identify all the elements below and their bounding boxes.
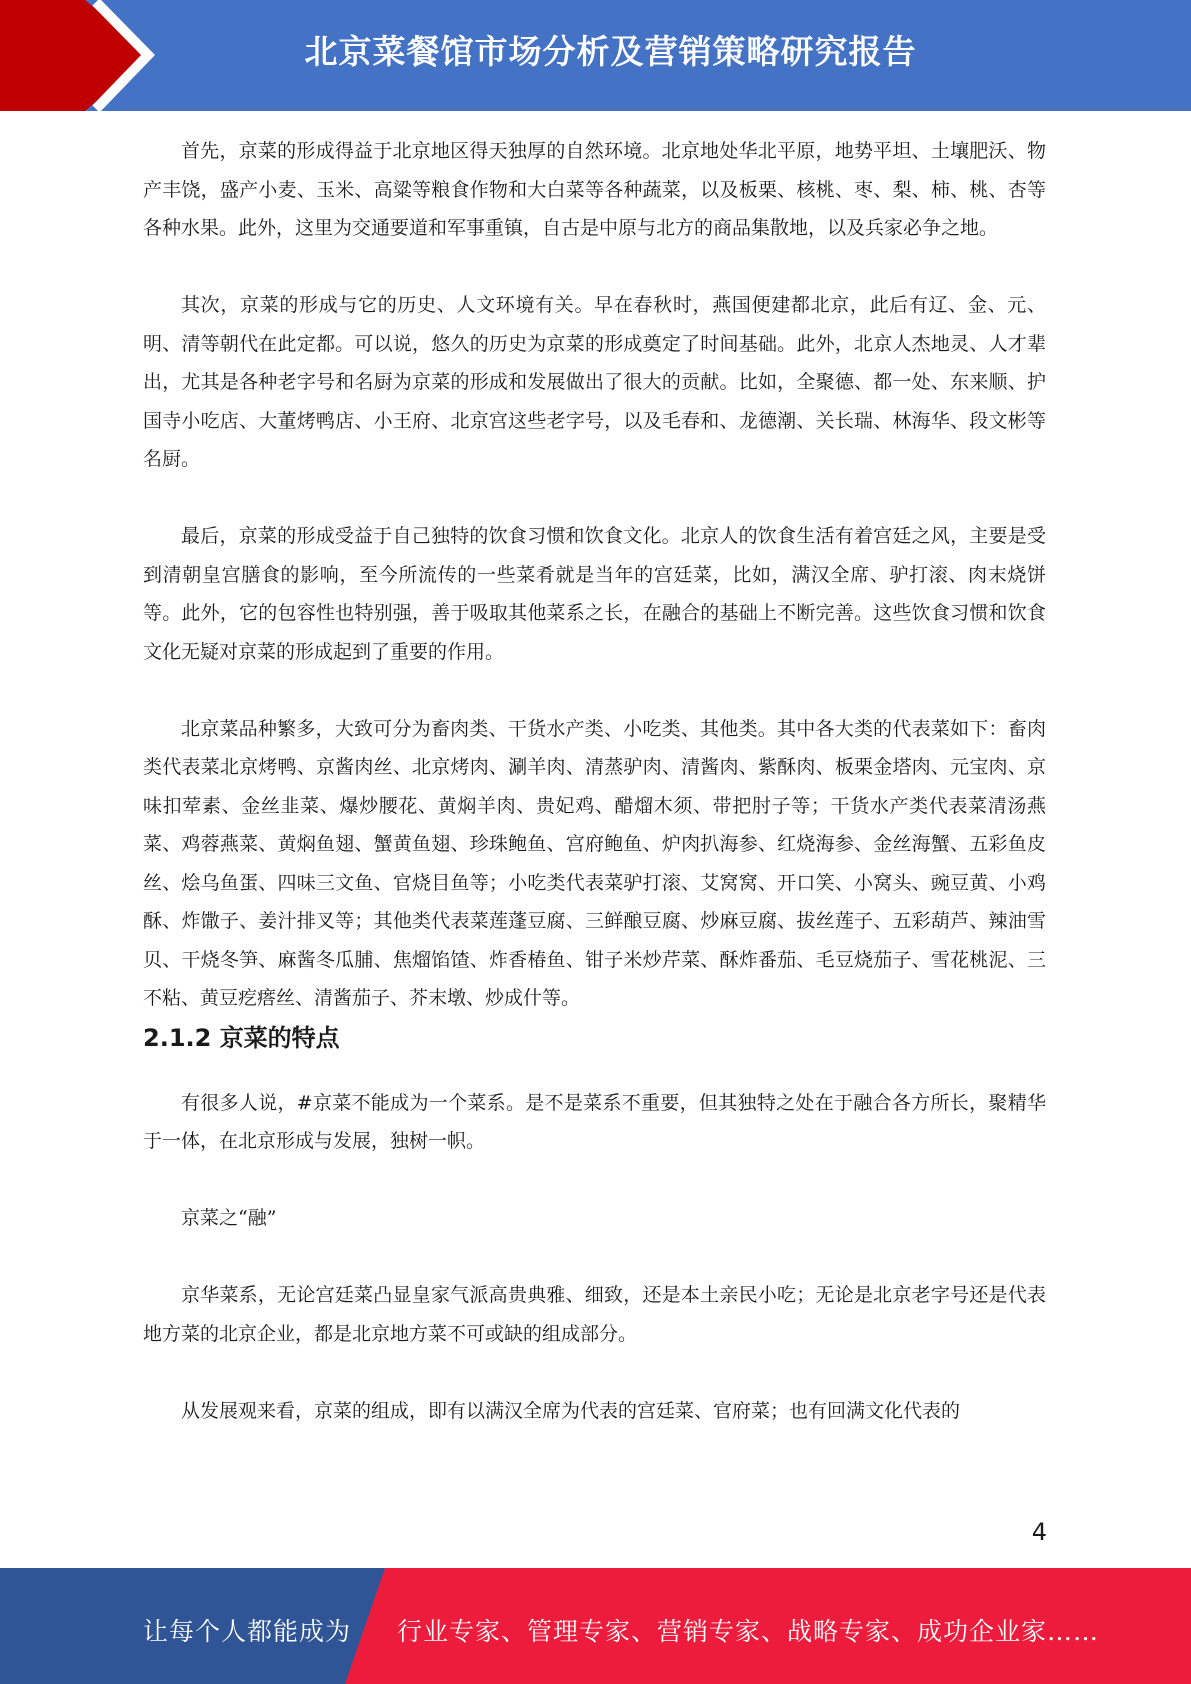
footer-slogan-right: 行业专家、管理专家、营销专家、战略专家、成功企业家……	[397, 1617, 1100, 1646]
page-number: 4	[1031, 1518, 1047, 1546]
paragraph-environment: 首先，京菜的形成得益于北京地区得天独厚的自然环境。北京地处华北平原，地势平坦、土壤肥沃、物产丰饶，盛产小麦、玉米、高粱等粮食作物和大白菜等各种蔬菜，以及板栗、核桃、枣、梨、柿、桃、杏等各种水果。此外，这里为交通要道和军事重镇，自古是中原与北方的商品集散地，以及兵家必争之地。	[143, 140, 1046, 239]
paragraph-dishes: 北京菜品种繁多，大致可分为畜肉类、干货水产类、小吃类、其他类。其中各大类的代表菜如下：畜肉类代表菜北京烤鸭、京酱肉丝、北京烤肉、涮羊肉、清蒸驴肉、清酱肉、紫酥肉、板栗金塔肉、元宝肉、京味扣荤素、金丝韭菜、爆炒腰花、黄焖羊肉、贵妃鸡、醋熘木须、带把肘子等；干货水产类代表菜清汤燕菜、鸡蓉燕菜、黄焖鱼翅、蟹黄鱼翅、珍珠鲍鱼、宫府鲍鱼、炉肉扒海参、红烧海参、金丝海蟹、五彩鱼皮丝、烩乌鱼蛋、四味三文鱼、官烧目鱼等；小吃类代表菜驴打滚、艾窝窝、开口笑、小窝头、豌豆黄、小鸡酥、炸馓子、姜汁排叉等；其他类代表菜莲蓬豆腐、三鲜酿豆腐、炒麻豆腐、拔丝莲子、五彩葫芦、辣油雪贝、干烧冬笋、麻酱冬瓜脯、焦熘馅馇、炸香椿鱼、钳子米炒芹菜、酥炸番茄、毛豆烧茄子、雪花桃泥、三不粘、黄豆疙瘩丝、清酱茄子、芥末墩、炒成什等。	[143, 717, 1046, 1009]
page-header	[0, 0, 1191, 111]
header-red-arrow	[0, 0, 150, 111]
document-body	[143, 132, 1046, 1430]
footer-slogan-left: 让每个人都能成为	[143, 1617, 352, 1646]
paragraph-subheading-rong: 京菜之“融”	[181, 1207, 277, 1229]
section-heading: 2.1.2 京菜的特点	[143, 1023, 340, 1052]
paragraph-intro: 有很多人说，#京菜不能成为一个菜系。是不是菜系不重要，但其独特之处在于融合各方所长，聚精华于一体，在北京形成与发展，独树一帜。	[143, 1091, 1046, 1152]
page-footer	[0, 1568, 1191, 1684]
paragraph-culture: 最后，京菜的形成受益于自己独特的饮食习惯和饮食文化。北京人的饮食生活有着宫廷之风，主要是受到清朝皇宫膳食的影响，至今所流传的一些菜肴就是当年的宫廷菜，比如，满汉全席、驴打滚、肉末烧饼等。此外，它的包容性也特别强，善于吸取其他菜系之长，在融合的基础上不断完善。这些饮食习惯和饮食文化无疑对京菜的形成起到了重要的作用。	[143, 525, 1046, 663]
paragraph-history: 其次，京菜的形成与它的历史、人文环境有关。早在春秋时，燕国便建都北京，此后有辽、金、元、明、清等朝代在此定都。可以说，悠久的历史为京菜的形成奠定了时间基础。此外，北京人杰地灵、人才辈出，尤其是各种老字号和名厨为京菜的形成和发展做出了很大的贡献。比如，全聚德、都一处、东来顺、护国寺小吃店、大董烤鸭店、小王府、北京宫这些老字号，以及毛春和、龙德潮、关长瑞、林海华、段文彬等名厨。	[143, 294, 1046, 470]
paragraph-composition: 京华菜系，无论宫廷菜凸显皇家气派高贵典雅、细致，还是本土亲民小吃；无论是北京老字号还是代表地方菜的北京企业，都是北京地方菜不可或缺的组成部分。	[143, 1284, 1046, 1345]
header-title: 北京菜餐馆市场分析及营销策略研究报告	[304, 32, 917, 71]
paragraph-development: 从发展观来看，京菜的组成，即有以满汉全席为代表的宫廷菜、官府菜；也有回满文化代表的	[181, 1399, 961, 1422]
